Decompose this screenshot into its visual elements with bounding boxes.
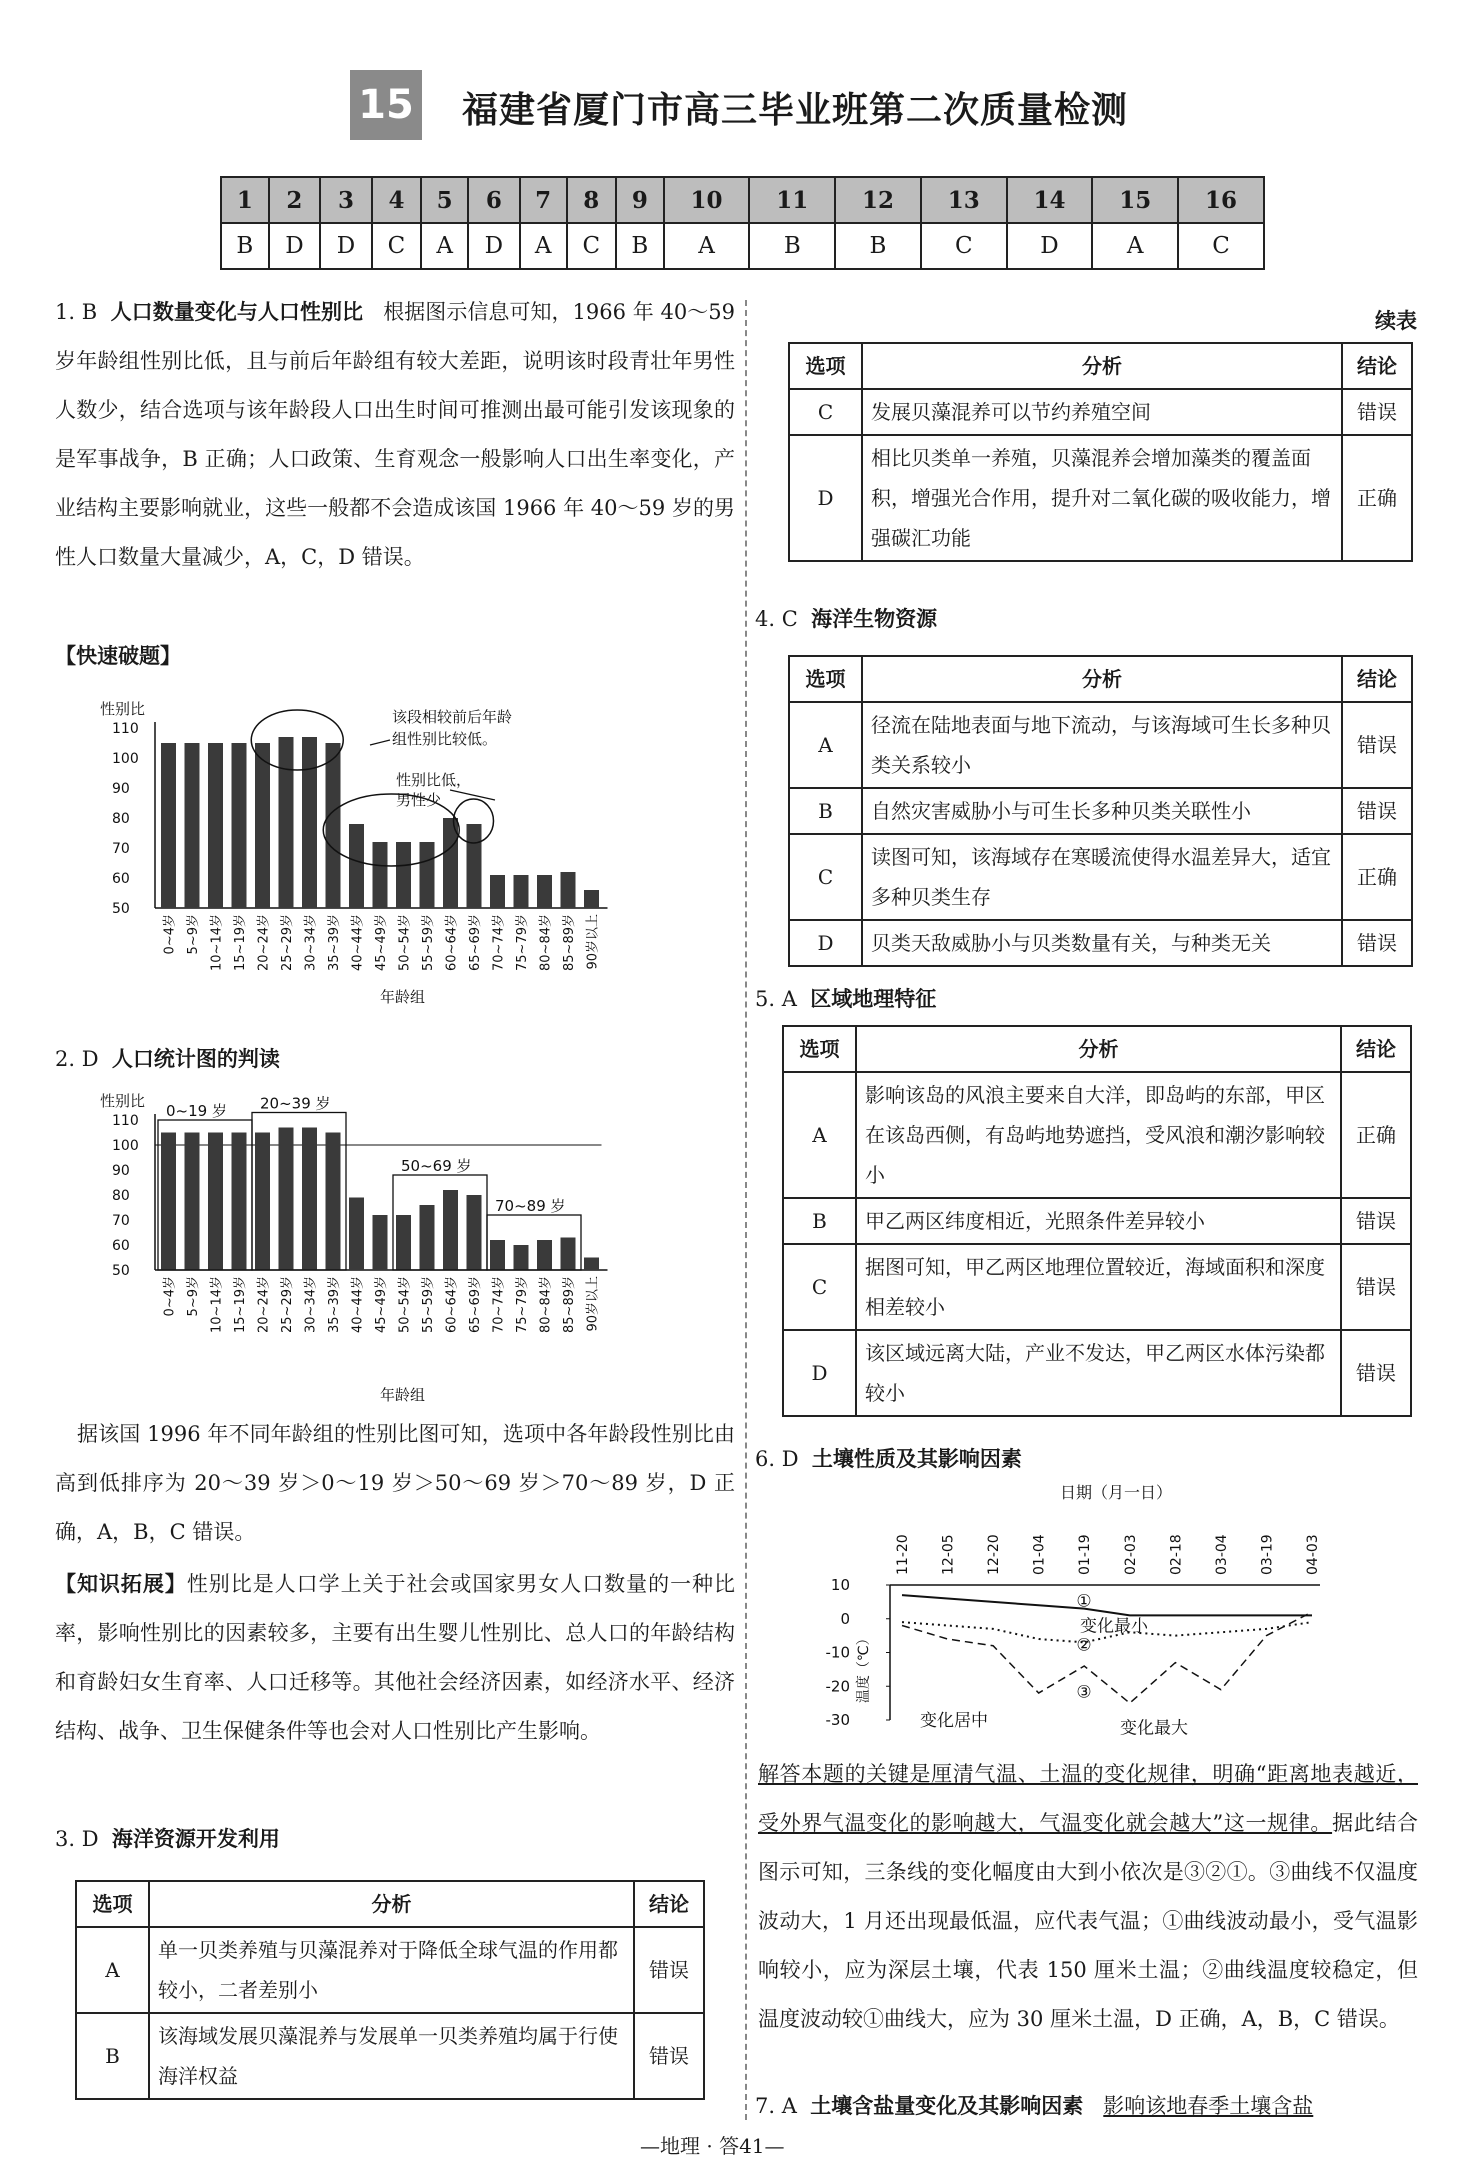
y-tick-label: 70 xyxy=(112,841,130,857)
x-tick-label: 0~4岁 xyxy=(162,914,178,955)
y-tick-label: 60 xyxy=(112,871,130,887)
x-tick-label: 25~29岁 xyxy=(280,1276,295,1333)
answer-key: B xyxy=(221,223,269,269)
x-tick-label: 65~69岁 xyxy=(468,914,483,971)
answer-key: C xyxy=(1178,223,1264,269)
y-tick-label: -30 xyxy=(825,1711,850,1729)
q1-head: 1. B xyxy=(55,300,98,324)
q6-headline xyxy=(755,1435,1022,1484)
cell-opt: D xyxy=(783,1330,856,1416)
x-tick-label: 20~24岁 xyxy=(256,914,272,971)
group-label: 0~19 岁 xyxy=(166,1102,227,1120)
x-tick-label: 11-20 xyxy=(895,1534,911,1575)
annotation-min: 变化最小 xyxy=(1080,1616,1148,1637)
q3-headline xyxy=(55,1815,280,1864)
y-tick-label: 60 xyxy=(112,1238,130,1254)
cell-analysis: 读图可知，该海域存在寒暖流使得水温差异大，适宜多种贝类生存 xyxy=(862,834,1342,920)
answer-number: 3 xyxy=(320,177,372,223)
x-tick-label: 55~59岁 xyxy=(421,914,436,971)
y-tick-label: 80 xyxy=(112,811,130,827)
annotation-line: 性别比低， xyxy=(396,771,472,789)
annotation-mid: 变化居中 xyxy=(920,1711,988,1731)
x-axis-label: 年龄组 xyxy=(380,988,426,1006)
answer-number: 12 xyxy=(835,177,921,223)
bar xyxy=(420,842,435,908)
y-tick-label: 50 xyxy=(112,901,130,917)
cell-opt: A xyxy=(76,1927,149,2013)
table-row xyxy=(789,920,1412,966)
x-tick-label: 40~44岁 xyxy=(350,1276,366,1333)
y-tick-label: 80 xyxy=(112,1188,130,1204)
q2-headline xyxy=(55,1035,280,1084)
ext-text: 性别比是人口学上关于社会或国家男女人口数量的一种比率，影响性别比的因素较多，主要有出生婴儿性别比、总人口的年龄结构和育龄妇女生育率、人口迁移等。其他社会经济因素，如经济水平、经济结构、战争、卫生保健条件等也会对人口性别比产生影响。 xyxy=(55,1572,736,1743)
answer-key: D xyxy=(320,223,372,269)
series-label: ① xyxy=(1076,1591,1092,1612)
q5-analysis-table xyxy=(782,1025,1412,1417)
answer-number: 15 xyxy=(1092,177,1178,223)
x-tick-label: 55~59岁 xyxy=(421,1276,436,1333)
x-tick-label: 5~9岁 xyxy=(186,1276,201,1317)
q5-headline xyxy=(755,975,936,1024)
q3-head: 3. D xyxy=(55,1827,99,1851)
answer-key: A xyxy=(520,223,567,269)
series-line xyxy=(902,1595,1312,1615)
y-tick-label: 50 xyxy=(112,1263,130,1279)
bar xyxy=(185,743,200,908)
answer-number: 13 xyxy=(921,177,1007,223)
answer-number: 6 xyxy=(468,177,520,223)
y-tick-label: -10 xyxy=(825,1643,850,1662)
series-label: ② xyxy=(1076,1635,1092,1656)
table-header: 选项 xyxy=(789,343,862,389)
x-tick-label: 12-05 xyxy=(940,1534,957,1575)
chart-1996-sex-ratio xyxy=(100,1090,720,1410)
cell-opt: C xyxy=(789,389,862,435)
bar xyxy=(443,1190,458,1270)
table-header: 结论 xyxy=(1341,1026,1411,1072)
cell-opt: D xyxy=(789,435,862,561)
q2-head: 2. D xyxy=(55,1047,99,1071)
x-tick-label: 50~54岁 xyxy=(397,914,413,971)
cell-analysis: 发展贝藻混养可以节约养殖空间 xyxy=(862,389,1342,435)
ext-label: 【知识拓展】 xyxy=(55,1572,187,1596)
table-header: 选项 xyxy=(789,656,862,702)
table-row xyxy=(789,702,1412,788)
q7-head: 7. A xyxy=(755,2094,797,2118)
q4-analysis-table xyxy=(788,655,1413,967)
table-header: 分析 xyxy=(862,656,1342,702)
cell-analysis: 该海域发展贝藻混养与发展单一贝类养殖均属于行使海洋权益 xyxy=(149,2013,634,2099)
y-tick-label: 90 xyxy=(112,1163,130,1179)
answer-key: A xyxy=(1092,223,1178,269)
y-tick-label: 100 xyxy=(112,1138,139,1154)
cell-analysis: 据图可知，甲乙两区地理位置较近，海域面积和深度相差较小 xyxy=(856,1244,1341,1330)
y-tick-label: 90 xyxy=(112,781,130,797)
x-tick-label: 10~14岁 xyxy=(209,1276,225,1333)
answer-key: D xyxy=(1007,223,1093,269)
page-title: 福建省厦门市高三毕业班第二次质量检测 xyxy=(462,90,1129,131)
q6-text xyxy=(758,1750,1418,2044)
table-row xyxy=(783,1330,1411,1416)
continued-label: 续表 xyxy=(1375,309,1417,333)
chart-title: 日期（月一日） xyxy=(1060,1483,1173,1502)
answer-key: D xyxy=(468,223,520,269)
x-tick-label: 20~24岁 xyxy=(256,1276,272,1333)
x-tick-label: 70~74岁 xyxy=(491,914,507,971)
x-tick-label: 03-19 xyxy=(1259,1534,1276,1575)
q3-continued-table xyxy=(788,342,1413,562)
table-header: 结论 xyxy=(634,1881,704,1927)
x-tick-label: 5~9岁 xyxy=(186,914,201,955)
table-header: 分析 xyxy=(856,1026,1341,1072)
bar xyxy=(396,842,411,908)
cell-opt: B xyxy=(789,788,862,834)
group-label: 70~89 岁 xyxy=(495,1197,566,1215)
x-tick-label: 45~49岁 xyxy=(374,914,389,971)
cell-result: 错误 xyxy=(634,2013,704,2099)
answer-key: B xyxy=(749,223,835,269)
bar xyxy=(302,737,317,908)
x-tick-label: 03-04 xyxy=(1213,1534,1230,1575)
cell-result: 错误 xyxy=(1342,788,1412,834)
x-tick-label: 40~44岁 xyxy=(350,914,366,971)
bar xyxy=(373,842,388,908)
cell-result: 错误 xyxy=(1342,389,1412,435)
x-tick-label: 50~54岁 xyxy=(397,1276,413,1333)
annotation-arrow xyxy=(370,740,390,745)
x-tick-label: 60~64岁 xyxy=(444,914,460,971)
answer-number: 14 xyxy=(1007,177,1093,223)
cell-analysis: 贝类天敌威胁小与贝类数量有关，与种类无关 xyxy=(862,920,1342,966)
cell-analysis: 自然灾害威胁小与可生长多种贝类关联性小 xyxy=(862,788,1342,834)
cell-opt: A xyxy=(789,702,862,788)
bar xyxy=(490,1240,505,1270)
bar xyxy=(467,824,482,908)
answer-number: 16 xyxy=(1178,177,1264,223)
answer-number: 2 xyxy=(269,177,321,223)
answer-key: A xyxy=(421,223,468,269)
bar xyxy=(373,1215,388,1270)
answer-number: 7 xyxy=(520,177,567,223)
answer-number: 4 xyxy=(372,177,421,223)
cell-result: 错误 xyxy=(1341,1244,1411,1330)
table-row xyxy=(76,2013,704,2099)
cell-analysis: 径流在陆地表面与地下流动，与该海域可生长多种贝类关系较小 xyxy=(862,702,1342,788)
x-tick-label: 01-04 xyxy=(1031,1534,1048,1575)
answer-key: B xyxy=(616,223,664,269)
cell-opt: C xyxy=(783,1244,856,1330)
q3-analysis-table xyxy=(75,1880,705,2100)
q6-topic: 土壤性质及其影响因素 xyxy=(811,1447,1022,1471)
x-tick-label: 02-18 xyxy=(1168,1534,1185,1575)
bar xyxy=(302,1128,317,1271)
answer-key: C xyxy=(372,223,421,269)
q3-topic: 海洋资源开发利用 xyxy=(111,1827,280,1851)
answer-key: C xyxy=(921,223,1007,269)
x-tick-label: 35~39岁 xyxy=(327,914,342,971)
bar xyxy=(584,1258,599,1271)
bar xyxy=(208,743,223,908)
cell-result: 正确 xyxy=(1342,834,1412,920)
q2-topic: 人口统计图的判读 xyxy=(111,1047,280,1071)
x-tick-label: 35~39岁 xyxy=(327,1276,342,1333)
y-tick-label: -20 xyxy=(825,1677,850,1696)
cell-analysis: 甲乙两区纬度相近，光照条件差异较小 xyxy=(856,1198,1341,1244)
table-row xyxy=(76,1927,704,2013)
y-tick-label: 110 xyxy=(112,721,139,737)
x-tick-label: 45~49岁 xyxy=(374,1276,389,1333)
bar xyxy=(561,1238,576,1271)
x-tick-label: 80~84岁 xyxy=(538,914,554,971)
table-header: 分析 xyxy=(149,1881,634,1927)
answer-key-table xyxy=(220,176,1265,270)
answer-number: 11 xyxy=(749,177,835,223)
x-tick-label: 75~79岁 xyxy=(515,914,530,971)
x-tick-label: 25~29岁 xyxy=(280,914,295,971)
bar xyxy=(185,1133,200,1271)
section-number: 15 xyxy=(350,70,422,140)
x-tick-label: 30~34岁 xyxy=(303,1276,319,1333)
q6-key-text: 解答本题的关键是厘清气温、土温的变化规律，明确“距离地表越近，受外界气温变化的影响越大，气温变化就会越大”这一规律。 xyxy=(758,1762,1418,1835)
answer-number: 10 xyxy=(664,177,750,223)
bar xyxy=(490,875,505,908)
x-tick-label: 30~34岁 xyxy=(303,914,319,971)
q1-explanation xyxy=(55,288,735,582)
cell-result: 错误 xyxy=(1341,1330,1411,1416)
annotation-2 xyxy=(396,771,471,809)
bar xyxy=(514,875,529,908)
q6-head: 6. D xyxy=(755,1447,799,1471)
y-axis-label: 性别比 xyxy=(100,1092,146,1110)
cell-analysis: 影响该岛的风浪主要来自大洋，即岛屿的东部，甲区在该岛西侧，有岛屿地势遮挡，受风浪和潮汐影响较小 xyxy=(856,1072,1341,1198)
x-tick-label: 0~4岁 xyxy=(162,1276,178,1317)
quick-label: 【快速破题】 xyxy=(55,644,181,668)
group-label: 20~39 岁 xyxy=(260,1094,331,1113)
group-label: 50~69 岁 xyxy=(401,1157,472,1175)
x-tick-label: 12-20 xyxy=(986,1534,1003,1575)
table-row xyxy=(789,435,1412,561)
answer-key: D xyxy=(269,223,321,269)
answer-key: C xyxy=(567,223,616,269)
annotation-line: 该段相较前后年龄 xyxy=(392,708,513,726)
q7-text: 影响该地春季土壤含盐 xyxy=(1103,2094,1314,2118)
table-header: 选项 xyxy=(76,1881,149,1927)
bar xyxy=(537,875,552,908)
answer-key: A xyxy=(664,223,750,269)
answer-number: 9 xyxy=(616,177,664,223)
cell-opt: B xyxy=(76,2013,149,2099)
answer-key: B xyxy=(835,223,921,269)
cell-analysis: 单一贝类养殖与贝藻混养对于降低全球气温的作用都较小，二者差别小 xyxy=(149,1927,634,2013)
answer-number: 8 xyxy=(567,177,616,223)
q1-text: 根据图示信息可知，1966 年 40～59 岁年龄组性别比低，且与前后年龄组有较大差距，说明该时段青壮年男性人数少，结合选项与该年龄段人口出生时间可推测出最可能引发该现象的是军事战争，B 正确；人口政策、生育观念一般影响人口出生率变化，产业结构主要影响就业，这些一般都不会造成该国 1966 年 40～59 岁的男性人口数量大量减少，A，C，D 错误。 xyxy=(55,300,735,569)
q7-headline xyxy=(755,2082,1313,2131)
q2-text: 据该国 1996 年不同年龄组的性别比图可知，选项中各年龄段性别比由高到低排序为 20～39 岁＞0～19 岁＞50～69 岁＞70～89 岁，D 正确，A，B，C 错误。 xyxy=(55,1422,735,1544)
x-tick-label: 90岁以上 xyxy=(585,1276,601,1332)
bar xyxy=(349,1198,364,1271)
cell-result: 正确 xyxy=(1342,435,1412,561)
x-tick-label: 85~89岁 xyxy=(562,914,577,971)
y-tick-label: 110 xyxy=(112,1113,139,1129)
bar xyxy=(326,1133,341,1271)
table-header: 选项 xyxy=(783,1026,856,1072)
annotation-line: 组性别比较低。 xyxy=(392,730,498,748)
x-tick-label: 04-03 xyxy=(1305,1534,1321,1575)
y-tick-label: 0 xyxy=(840,1609,850,1628)
annotation-line: 男性少 xyxy=(396,791,442,809)
bar xyxy=(420,1205,435,1270)
x-tick-label: 01-19 xyxy=(1077,1534,1094,1575)
q4-headline xyxy=(755,595,937,644)
chart-temperature xyxy=(820,1480,1340,1755)
page-footer: —地理 · 答41— xyxy=(640,2134,785,2158)
cell-analysis: 相比贝类单一养殖，贝藻混养会增加藻类的覆盖面积，增强光合作用，提升对二氧化碳的吸收能力，增强碳汇功能 xyxy=(862,435,1342,561)
series-label: ③ xyxy=(1076,1682,1092,1703)
chart-1966-sex-ratio xyxy=(100,680,720,1010)
cell-result: 错误 xyxy=(634,1927,704,2013)
highlight-ellipse xyxy=(251,710,343,770)
bar xyxy=(161,1133,176,1271)
cell-result: 错误 xyxy=(1342,920,1412,966)
x-tick-label: 90岁以上 xyxy=(585,914,601,970)
bar xyxy=(208,1133,223,1271)
table-row xyxy=(783,1198,1411,1244)
table-header: 结论 xyxy=(1342,656,1412,702)
table-row xyxy=(783,1072,1411,1198)
bar xyxy=(255,1133,270,1271)
bar xyxy=(232,1133,247,1271)
bar xyxy=(326,743,341,908)
y-axis-label: 温度（℃） xyxy=(856,1631,872,1704)
bar xyxy=(396,1215,411,1270)
x-axis-label: 年龄组 xyxy=(380,1386,426,1404)
q1-topic: 人口数量变化与人口性别比 xyxy=(110,300,364,324)
bar xyxy=(279,1128,294,1271)
table-row xyxy=(783,1244,1411,1330)
cell-opt: C xyxy=(789,834,862,920)
bar xyxy=(467,1195,482,1270)
cell-opt: B xyxy=(783,1198,856,1244)
table-row xyxy=(789,834,1412,920)
q4-topic: 海洋生物资源 xyxy=(811,607,938,631)
x-tick-label: 60~64岁 xyxy=(444,1276,460,1333)
cell-analysis: 该区域远离大陆，产业不发达，甲乙两区水体污染都较小 xyxy=(856,1330,1341,1416)
y-tick-label: 70 xyxy=(112,1213,130,1229)
annotation-1 xyxy=(392,708,512,748)
x-tick-label: 75~79岁 xyxy=(515,1276,530,1333)
table-header: 分析 xyxy=(862,343,1342,389)
table-header: 结论 xyxy=(1342,343,1412,389)
table-row xyxy=(789,788,1412,834)
q4-head: 4. C xyxy=(755,607,798,631)
y-tick-label: 100 xyxy=(112,751,139,767)
bar xyxy=(537,1240,552,1270)
answer-number: 5 xyxy=(421,177,468,223)
column-divider xyxy=(745,300,747,2120)
x-tick-label: 15~19岁 xyxy=(233,914,248,971)
x-tick-label: 02-03 xyxy=(1122,1534,1139,1575)
y-axis-label: 性别比 xyxy=(100,700,146,718)
bar xyxy=(514,1245,529,1270)
cell-result: 正确 xyxy=(1341,1072,1411,1198)
x-tick-label: 85~89岁 xyxy=(562,1276,577,1333)
answer-number: 1 xyxy=(221,177,269,223)
x-tick-label: 80~84岁 xyxy=(538,1276,554,1333)
q5-topic: 区域地理特征 xyxy=(810,987,937,1011)
bar xyxy=(161,743,176,908)
annotation-max: 变化最大 xyxy=(1120,1718,1188,1739)
bar xyxy=(255,743,270,908)
cell-result: 错误 xyxy=(1342,702,1412,788)
bar xyxy=(584,890,599,908)
q5-head: 5. A xyxy=(755,987,797,1011)
cell-opt: D xyxy=(789,920,862,966)
q6-main-text: 据此结合图示可知，三条线的变化幅度由大到小依次是③②①。③曲线不仅温度波动大，1 月还出现最低温，应代表气温；①曲线波动最小，受气温影响较小，应为深层土壤，代表 150 厘米土温；②曲线温度较稳定，但温度波动较①曲线大，应为 30 厘米土温，D 正确，A，B，C 错误。 xyxy=(758,1811,1419,2031)
cell-result: 错误 xyxy=(1341,1198,1411,1244)
bar xyxy=(561,872,576,908)
bar xyxy=(279,737,294,908)
q7-topic: 土壤含盐量变化及其影响因素 xyxy=(810,2094,1084,2118)
x-tick-label: 15~19岁 xyxy=(233,1276,248,1333)
bar xyxy=(232,743,247,908)
table-row xyxy=(789,389,1412,435)
x-tick-label: 10~14岁 xyxy=(209,914,225,971)
x-tick-label: 70~74岁 xyxy=(491,1276,507,1333)
bar xyxy=(349,824,364,908)
q2-extension xyxy=(55,1560,735,1756)
cell-opt: A xyxy=(783,1072,856,1198)
y-tick-label: 10 xyxy=(830,1576,850,1594)
x-tick-label: 65~69岁 xyxy=(468,1276,483,1333)
